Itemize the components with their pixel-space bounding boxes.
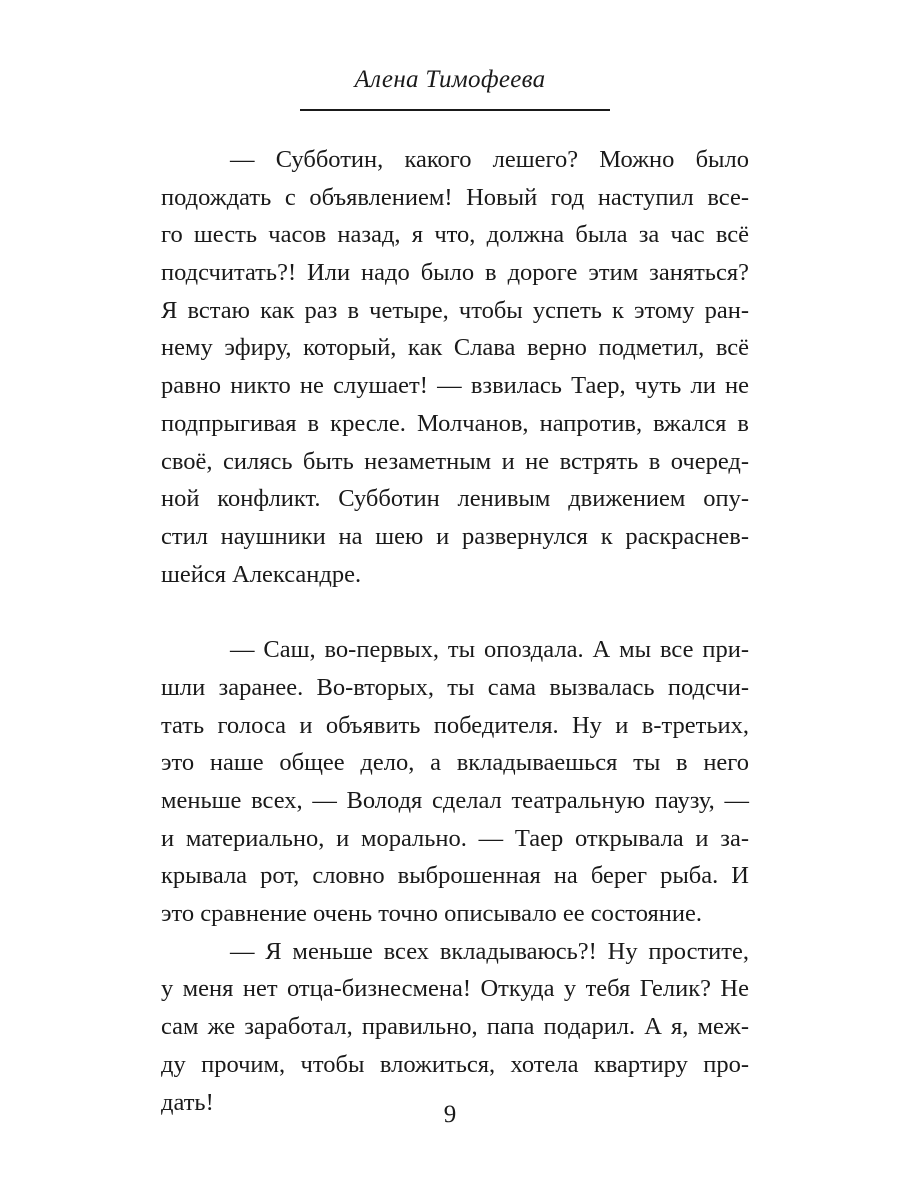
page-body — [161, 141, 749, 1121]
text-line: го шесть часов назад, я что, должна была за час всё — [161, 221, 749, 249]
paragraph — [161, 141, 749, 593]
text-line: своё, силясь быть незаметным и не встрять в очеред- — [161, 447, 749, 475]
page-number: 9 — [443, 1101, 457, 1128]
text-line: ду прочим, чтобы вложиться, хотела квартиру про- — [161, 1050, 749, 1078]
text-line: это наше общее дело, а вкладываешься ты в него — [161, 749, 749, 777]
text-line: шейся Александре. — [161, 560, 362, 588]
text-line: равно никто не слушает! — взвилась Таер, чуть ли не — [161, 372, 749, 400]
text-line: ной конфликт. Субботин ленивым движением опу- — [161, 485, 749, 513]
paragraph — [161, 631, 749, 933]
text-line: — Субботин, какого лешего? Можно было — [230, 146, 749, 173]
text-line: шли заранее. Во-вторых, ты сама вызвалась подсчи- — [161, 673, 749, 701]
text-line: сам же заработал, правильно, папа подарил. А я, меж- — [161, 1013, 749, 1041]
paragraph-gap — [161, 593, 749, 631]
running-header-author: Алена Тимофеева — [354, 66, 546, 93]
text-line: стил наушники на шею и развернулся к раскраснев- — [161, 522, 749, 550]
text-line: дать! — [161, 1088, 214, 1116]
paragraph — [161, 933, 749, 1121]
text-line: подождать с объявлением! Новый год наступил все- — [161, 183, 749, 211]
text-line: Я встаю как раз в четыре, чтобы успеть к этому ран- — [161, 296, 749, 324]
text-line: это сравнение очень точно описывало ее состояние. — [161, 900, 702, 928]
text-line: меньше всех, — Володя сделал театральную паузу, — — [161, 787, 749, 814]
text-line: — Я меньше всех вкладываюсь?! Ну простите, — [230, 937, 749, 965]
text-line: — Саш, во-первых, ты опоздала. А мы все при- — [230, 636, 749, 664]
text-line: нему эфиру, который, как Слава верно подметил, всё — [161, 334, 749, 362]
text-line: у меня нет отца-бизнесмена! Откуда у тебя Гелик? Не — [161, 975, 749, 1003]
text-line: крывала рот, словно выброшенная на берег рыба. И — [161, 862, 749, 890]
text-line: подсчитать?! Или надо было в дороге этим заняться? — [161, 259, 749, 287]
text-line: и материально, и морально. — Таер открывала и за- — [161, 824, 749, 852]
text-line: тать голоса и объявить победителя. Ну и в-третьих, — [161, 711, 749, 739]
header-divider — [300, 109, 610, 111]
text-line: подпрыгивая в кресле. Молчанов, напротив, вжался в — [161, 409, 749, 437]
